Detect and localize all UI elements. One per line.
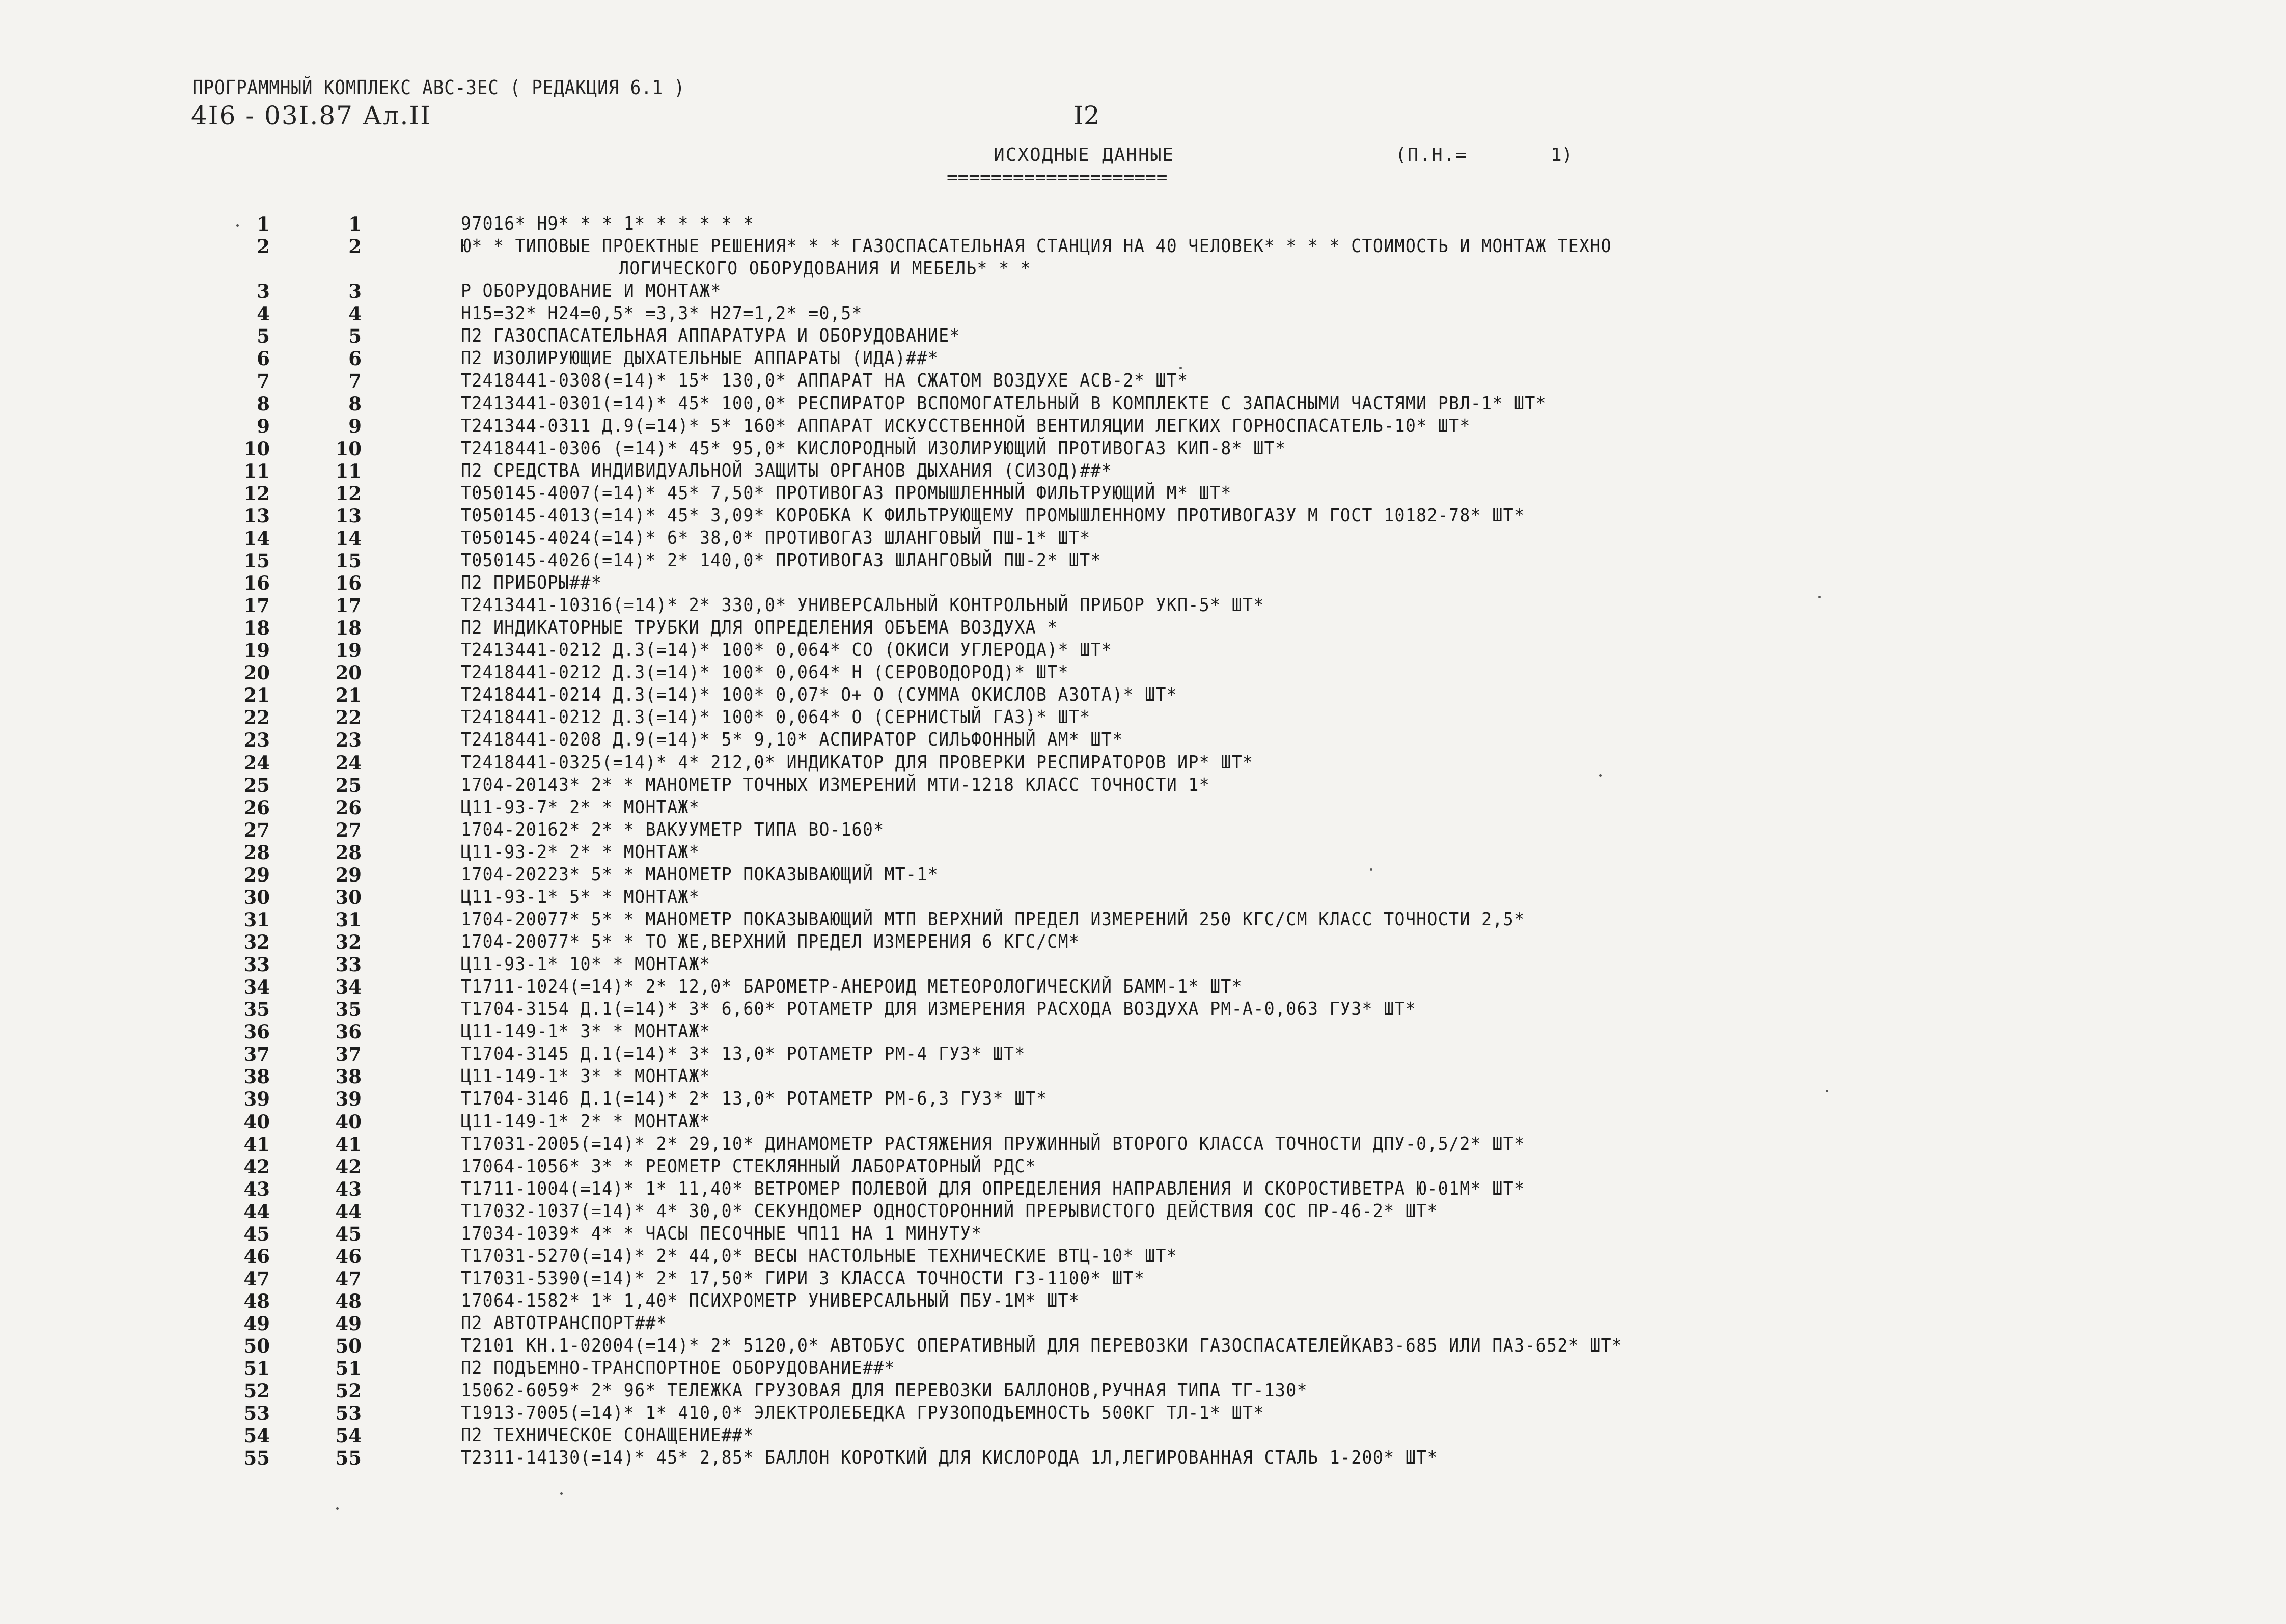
data-listing [0,213,2286,1470]
list-item [0,527,2286,549]
record-number: 37 [335,1043,362,1066]
list-item [0,1268,2286,1290]
record-number: 55 [335,1447,362,1470]
line-number: 10 [243,437,270,460]
list-item [0,572,2286,594]
line-number: 48 [243,1290,270,1312]
record-text: 1704-20077* 5* * МАНОМЕТР ПОКАЗЫВАЮЩИЙ МТП ВЕРХНИЙ ПРЕДЕЛ ИЗМЕРЕНИЙ 250 КГС/СМ КЛАСС ТОЧНОСТИ 2,5* [461,909,1525,930]
record-text: Т17031-5270(=14)* 2* 44,0* ВЕСЫ НАСТОЛЬНЫЕ ТЕХНИЧЕСКИЕ ВТЦ-10* ШТ* [461,1245,1178,1267]
record-text: Т2418441-0208 Д.9(=14)* 5* 9,10* АСПИРАТОР СИЛЬФОННЫЙ АМ* ШТ* [461,729,1123,751]
record-number: 25 [335,774,362,796]
line-number: 41 [243,1133,270,1155]
record-text: П2 СРЕДСТВА ИНДИВИДУАЛЬНОЙ ЗАЩИТЫ ОРГАНОВ ДЫХАНИЯ (СИЗОД)##* [461,460,1113,481]
list-item [0,662,2286,684]
scan-speck [236,224,239,227]
record-text: 15062-6059* 2* 96* ТЕЛЕЖКА ГРУЗОВАЯ ДЛЯ ПЕРЕВОЗКИ БАЛЛОНОВ,РУЧНАЯ ТИПА ТГ-130* [461,1380,1308,1401]
list-item [0,998,2286,1021]
record-number: 49 [335,1312,362,1335]
line-number: 24 [243,751,270,774]
record-number: 36 [335,1021,362,1043]
list-item [0,909,2286,931]
line-number: 2 [257,235,270,258]
list-item [0,1155,2286,1178]
record-text: П2 АВТОТРАНСПОРТ##* [461,1313,668,1334]
record-text: Т1913-7005(=14)* 1* 410,0* ЭЛЕКТРОЛЕБЕДКА ГРУЗОПОДЪЕМНОСТЬ 500КГ ТЛ-1* ШТ* [461,1402,1264,1424]
record-number: 23 [335,729,362,752]
line-number: 28 [243,841,270,864]
record-text: П2 ИЗОЛИРУЮЩИЕ ДЫХАТЕЛЬНЫЕ АППАРАТЫ (ИДА)##* [461,348,939,369]
list-item [0,1335,2286,1357]
line-number: 1 [257,213,270,235]
list-item [0,1424,2286,1447]
list-item [0,841,2286,864]
record-text: Т050145-4024(=14)* 6* 38,0* ПРОТИВОГАЗ ШЛАНГОВЫЙ ПШ-1* ШТ* [461,527,1091,548]
list-item [0,213,2286,235]
scan-speck [1818,596,1821,598]
record-number: 52 [335,1380,362,1402]
record-number: 1 [348,213,362,235]
record-text: Т17032-1037(=14)* 4* 30,0* СЕКУНДОМЕР ОДНОСТОРОННИЙ ПРЕРЫВИСТОГО ДЕЙСТВИЯ СОС ПР-46-2* ШТ* [461,1200,1438,1222]
record-text: Ц11-149-1* 3* * МОНТАЖ* [461,1066,711,1087]
list-item [0,460,2286,482]
list-item [0,1088,2286,1110]
line-number: 25 [243,774,270,796]
list-item [0,302,2286,325]
record-number: 30 [335,886,362,909]
line-number: 23 [243,729,270,752]
list-item [0,684,2286,706]
list-item [0,1133,2286,1155]
line-number: 9 [257,415,270,437]
program-header-line: ПРОГРАММНЫЙ КОМПЛЕКС АВС-ЗЕС ( РЕДАКЦИЯ 6.1 ) [192,76,685,99]
list-item [0,1111,2286,1133]
line-number: 29 [243,863,270,886]
record-number: 33 [335,953,362,976]
list-item [0,549,2286,572]
scan-speck [1370,868,1372,871]
list-item [0,1223,2286,1245]
record-text: Ц11-93-7* 2* * МОНТАЖ* [461,796,700,818]
record-number: 5 [348,325,362,348]
list-item [0,1065,2286,1088]
record-text: 17034-1039* 4* * ЧАСЫ ПЕСОЧНЫЕ ЧП11 НА 1 МИНУТУ* [461,1223,982,1244]
record-number: 27 [335,818,362,841]
line-number: 31 [243,908,270,931]
list-item [0,1290,2286,1312]
record-number: 34 [335,976,362,999]
record-number: 26 [335,796,362,819]
record-text: П2 ИНДИКАТОРНЫЕ ТРУБКИ ДЛЯ ОПРЕДЕЛЕНИЯ ОБЪЕМА ВОЗДУХА * [461,617,1058,639]
list-item [0,617,2286,639]
scan-speck [1826,1090,1828,1092]
line-number: 55 [243,1447,270,1470]
record-number: 35 [335,998,362,1021]
record-text: Т2413441-0301(=14)* 45* 100,0* РЕСПИРАТОР ВСПОМОГАТЕЛЬНЫЙ В КОМПЛЕКТЕ С ЗАПАСНЫМИ ЧАСТЯМИ РВЛ-1* ШТ* [461,393,1547,414]
line-number: 22 [243,706,270,729]
list-item [0,325,2286,347]
record-text: 1704-20143* 2* * МАНОМЕТР ТОЧНЫХ ИЗМЕРЕНИЙ МТИ-1218 КЛАСС ТОЧНОСТИ 1* [461,774,1210,795]
record-text: Т050145-4007(=14)* 45* 7,50* ПРОТИВОГАЗ ПРОМЫШЛЕННЫЙ ФИЛЬТРУЮЩИЙ М* ШТ* [461,482,1232,504]
record-number: 18 [335,617,362,640]
record-text: 97016* Н9* * * 1* * * * * * [461,213,754,234]
scan-speck [560,1492,563,1495]
pn-value: 1) [1551,145,1573,166]
scan-speck [1599,774,1602,777]
record-text: Т1711-1024(=14)* 2* 12,0* БАРОМЕТР-АНЕРОИД МЕТЕОРОЛОГИЧЕСКИЙ БАММ-1* ШТ* [461,976,1243,998]
record-text: Т2418441-0212 Д.3(=14)* 100* 0,064* Н (СЕРОВОДОРОД)* ШТ* [461,662,1069,683]
list-item [0,931,2286,953]
line-number: 4 [257,302,270,325]
record-number: 46 [335,1245,362,1268]
line-number: 38 [243,1065,270,1088]
line-number: 21 [243,684,270,707]
record-number: 15 [335,549,362,572]
record-number: 9 [348,415,362,437]
record-text: 1704-20077* 5* * ТО ЖЕ,ВЕРХНИЙ ПРЕДЕЛ ИЗМЕРЕНИЯ 6 КГС/СМ* [461,931,1080,952]
line-number: 44 [243,1200,270,1223]
list-item [0,1312,2286,1335]
record-text: Т1711-1004(=14)* 1* 11,40* ВЕТРОМЕР ПОЛЕВОЙ ДЛЯ ОПРЕДЕЛЕНИЯ НАПРАВЛЕНИЯ И СКОРОСТИВЕТРА Ю-01М* ШТ* [461,1178,1525,1199]
list-item [0,505,2286,527]
record-text: Ю* * ТИПОВЫЕ ПРОЕКТНЫЕ РЕШЕНИЯ* * * ГАЗОСПАСАТЕЛЬНАЯ СТАНЦИЯ НА 40 ЧЕЛОВЕК* * * * СТОИМОСТЬ И МОНТАЖ ТЕХНО [461,236,1612,257]
record-text: П2 ПОДЪЕМНО-ТРАНСПОРТНОЕ ОБОРУДОВАНИЕ##* [461,1358,895,1379]
record-number: 38 [335,1065,362,1088]
record-text: П2 ПРИБОРЫ##* [461,572,602,593]
record-number: 4 [348,302,362,325]
record-number: 48 [335,1290,362,1312]
record-number: 51 [335,1357,362,1380]
record-number: 40 [335,1110,362,1133]
line-number: 3 [257,280,270,303]
list-item [0,706,2286,729]
record-text: Т2418441-0306 (=14)* 45* 95,0* КИСЛОРОДНЫЙ ИЗОЛИРУЮЩИЙ ПРОТИВОГАЗ КИП-8* ШТ* [461,437,1286,459]
record-number: 32 [335,931,362,953]
list-item [0,639,2286,662]
line-number: 8 [257,392,270,415]
record-number: 2 [348,235,362,258]
line-number: 33 [243,953,270,976]
list-item [0,729,2286,751]
record-text: Т1704-3146 Д.1(=14)* 2* 13,0* РОТАМЕТР РМ-6,3 ГУЗ* ШТ* [461,1088,1048,1110]
record-text: Н15=32* Н24=0,5* =3,3* Н27=1,2* =0,5* [461,303,863,324]
record-number: 7 [348,370,362,393]
record-text: Т17031-5390(=14)* 2* 17,50* ГИРИ 3 КЛАССА ТОЧНОСТИ ГЗ-1100* ШТ* [461,1268,1145,1289]
record-text: Т1704-3154 Д.1(=14)* 3* 6,60* РОТАМЕТР ДЛЯ ИЗМЕРЕНИЯ РАСХОДА ВОЗДУХА РМ-А-0,063 ГУЗ* ШТ* [461,999,1417,1020]
line-number: 49 [243,1312,270,1335]
list-item [0,482,2286,505]
line-number: 14 [243,527,270,549]
line-number: 6 [257,347,270,370]
list-item [0,976,2286,998]
line-number: 16 [243,572,270,594]
pn-label: (П.Н.= [1395,145,1468,166]
record-text: Т241344-0311 Д.9(=14)* 5* 160* АППАРАТ ИСКУССТВЕННОЙ ВЕНТИЛЯЦИИ ЛЕГКИХ ГОРНОСПАСАТЕЛЬ-10* ШТ* [461,415,1471,436]
title-underline: ==================== [947,167,1168,188]
record-number: 31 [335,908,362,931]
line-number: 34 [243,976,270,999]
line-number: 39 [243,1088,270,1111]
record-text: Т1704-3145 Д.1(=14)* 3* 13,0* РОТАМЕТР РМ-4 ГУЗ* ШТ* [461,1043,1026,1065]
line-number: 15 [243,549,270,572]
line-number: 47 [243,1267,270,1290]
line-number: 52 [243,1380,270,1402]
line-number: 7 [257,370,270,393]
record-text: Т2418441-0212 Д.3(=14)* 100* 0,064* О (СЕРНИСТЫЙ ГАЗ)* ШТ* [461,707,1091,728]
list-item [0,1380,2286,1402]
list-item [0,347,2286,370]
line-number: 20 [243,662,270,684]
list-item [0,1043,2286,1065]
line-number: 40 [243,1110,270,1133]
line-number: 53 [243,1402,270,1425]
line-number: 51 [243,1357,270,1380]
list-item [0,280,2286,302]
record-number: 6 [348,347,362,370]
line-number: 50 [243,1335,270,1358]
record-number: 3 [348,280,362,303]
record-number: 39 [335,1088,362,1111]
record-text: 1704-20162* 2* * ВАКУУМЕТР ТИПА ВО-160* [461,819,885,840]
record-number: 8 [348,392,362,415]
line-number: 5 [257,325,270,348]
list-item [0,393,2286,415]
list-item [0,437,2286,460]
record-number: 12 [335,482,362,505]
record-text: Т2418441-0325(=14)* 4* 212,0* ИНДИКАТОР ДЛЯ ПРОВЕРКИ РЕСПИРАТОРОВ ИР* ШТ* [461,752,1254,773]
scan-speck [1179,367,1182,369]
line-number: 11 [243,459,270,482]
record-text: П2 ГАЗОСПАСАТЕЛЬНАЯ АППАРАТУРА И ОБОРУДОВАНИЕ* [461,325,960,347]
line-number: 32 [243,931,270,953]
record-text: 17064-1056* 3* * РЕОМЕТР СТЕКЛЯННЫЙ ЛАБОРАТОРНЫЙ РДС* [461,1155,1036,1177]
list-item [0,796,2286,819]
record-number: 14 [335,527,362,549]
record-text: 17064-1582* 1* 1,40* ПСИХРОМЕТР УНИВЕРСАЛЬНЫЙ ПБУ-1М* ШТ* [461,1290,1080,1311]
line-number: 17 [243,594,270,617]
record-text: Т2418441-0214 Д.3(=14)* 100* 0,07* О+ О (СУММА ОКИСЛОВ АЗОТА)* ШТ* [461,684,1178,706]
line-number: 36 [243,1021,270,1043]
record-number: 20 [335,662,362,684]
record-number: 43 [335,1177,362,1200]
record-number: 29 [335,863,362,886]
list-item [0,752,2286,774]
line-number: 13 [243,504,270,527]
line-number: 27 [243,818,270,841]
record-number: 11 [335,459,362,482]
list-item [0,1447,2286,1469]
record-number: 44 [335,1200,362,1223]
list-item [0,1021,2286,1043]
list-item [0,258,2286,280]
list-item [0,415,2286,437]
record-number: 42 [335,1155,362,1178]
record-number: 16 [335,572,362,594]
list-item [0,1402,2286,1424]
record-text: ЛОГИЧЕСКОГО ОБОРУДОВАНИЯ И МЕБЕЛЬ* * * [619,258,1032,280]
line-number: 54 [243,1424,270,1447]
record-text: Ц11-93-2* 2* * МОНТАЖ* [461,841,700,863]
page-number: I2 [1073,101,1100,130]
document-code: 4I6 - 03I.87 Ал.II [191,101,431,130]
record-text: Т2101 КН.1-02004(=14)* 2* 5120,0* АВТОБУС ОПЕРАТИВНЫЙ ДЛЯ ПЕРЕВОЗКИ ГАЗОСПАСАТЕЛЕЙКАВЗ-685 ИЛИ ПАЗ-652* ШТ* [461,1335,1623,1357]
record-number: 28 [335,841,362,864]
record-text: Т2311-14130(=14)* 45* 2,85* БАЛЛОН КОРОТКИЙ ДЛЯ КИСЛОРОДА 1Л,ЛЕГИРОВАННАЯ СТАЛЬ 1-200* ШТ* [461,1447,1438,1469]
list-item [0,235,2286,258]
record-number: 19 [335,639,362,662]
line-number: 43 [243,1177,270,1200]
list-item [0,1357,2286,1380]
record-number: 41 [335,1133,362,1155]
record-number: 45 [335,1222,362,1245]
record-number: 17 [335,594,362,617]
record-number: 47 [335,1267,362,1290]
list-item [0,1245,2286,1268]
record-text: Т2413441-10316(=14)* 2* 330,0* УНИВЕРСАЛЬНЫЙ КОНТРОЛЬНЫЙ ПРИБОР УКП-5* ШТ* [461,595,1264,616]
line-number: 45 [243,1222,270,1245]
record-number: 10 [335,437,362,460]
line-number: 19 [243,639,270,662]
line-number: 46 [243,1245,270,1268]
line-number: 12 [243,482,270,505]
record-number: 21 [335,684,362,707]
list-item [0,886,2286,909]
line-number: 18 [243,617,270,640]
record-number: 24 [335,751,362,774]
record-text: П2 ТЕХНИЧЕСКОЕ СОНАЩЕНИЕ##* [461,1425,754,1446]
scan-speck [336,1507,339,1510]
record-text: Ц11-93-1* 10* * МОНТАЖ* [461,954,711,975]
line-number: 37 [243,1043,270,1066]
record-number: 22 [335,706,362,729]
line-number: 26 [243,796,270,819]
record-text: Т050145-4013(=14)* 45* 3,09* КОРОБКА К ФИЛЬТРУЮЩЕМУ ПРОМЫШЛЕННОМУ ПРОТИВОГАЗУ М ГОСТ 10182-78* ШТ* [461,505,1525,526]
list-item [0,1200,2286,1223]
list-item [0,594,2286,617]
record-text: Р ОБОРУДОВАНИЕ И МОНТАЖ* [461,281,722,302]
list-item [0,953,2286,976]
record-number: 53 [335,1402,362,1425]
list-item [0,774,2286,796]
list-item [0,864,2286,886]
record-number: 13 [335,504,362,527]
record-text: 1704-20223* 5* * МАНОМЕТР ПОКАЗЫВАЮЩИЙ МТ-1* [461,864,939,885]
record-text: Ц11-149-1* 2* * МОНТАЖ* [461,1111,711,1132]
line-number: 35 [243,998,270,1021]
record-number: 54 [335,1424,362,1447]
line-number: 30 [243,886,270,909]
record-text: Т050145-4026(=14)* 2* 140,0* ПРОТИВОГАЗ ШЛАНГОВЫЙ ПШ-2* ШТ* [461,549,1101,571]
list-item [0,1178,2286,1200]
record-text: Ц11-93-1* 5* * МОНТАЖ* [461,886,700,907]
record-number: 50 [335,1335,362,1358]
page-title: ИСХОДНЫЕ ДАННЫЕ [994,145,1175,166]
record-text: Ц11-149-1* 3* * МОНТАЖ* [461,1021,711,1042]
record-text: Т17031-2005(=14)* 2* 29,10* ДИНАМОМЕТР РАСТЯЖЕНИЯ ПРУЖИННЫЙ ВТОРОГО КЛАССА ТОЧНОСТИ ДПУ-0,5/2* ШТ* [461,1133,1525,1154]
list-item [0,370,2286,392]
record-text: Т2418441-0308(=14)* 15* 130,0* АППАРАТ НА СЖАТОМ ВОЗДУХЕ АСВ-2* ШТ* [461,370,1189,392]
record-text: Т2413441-0212 Д.3(=14)* 100* 0,064* СО (ОКИСИ УГЛЕРОДА)* ШТ* [461,640,1113,661]
line-number: 42 [243,1155,270,1178]
list-item [0,819,2286,841]
